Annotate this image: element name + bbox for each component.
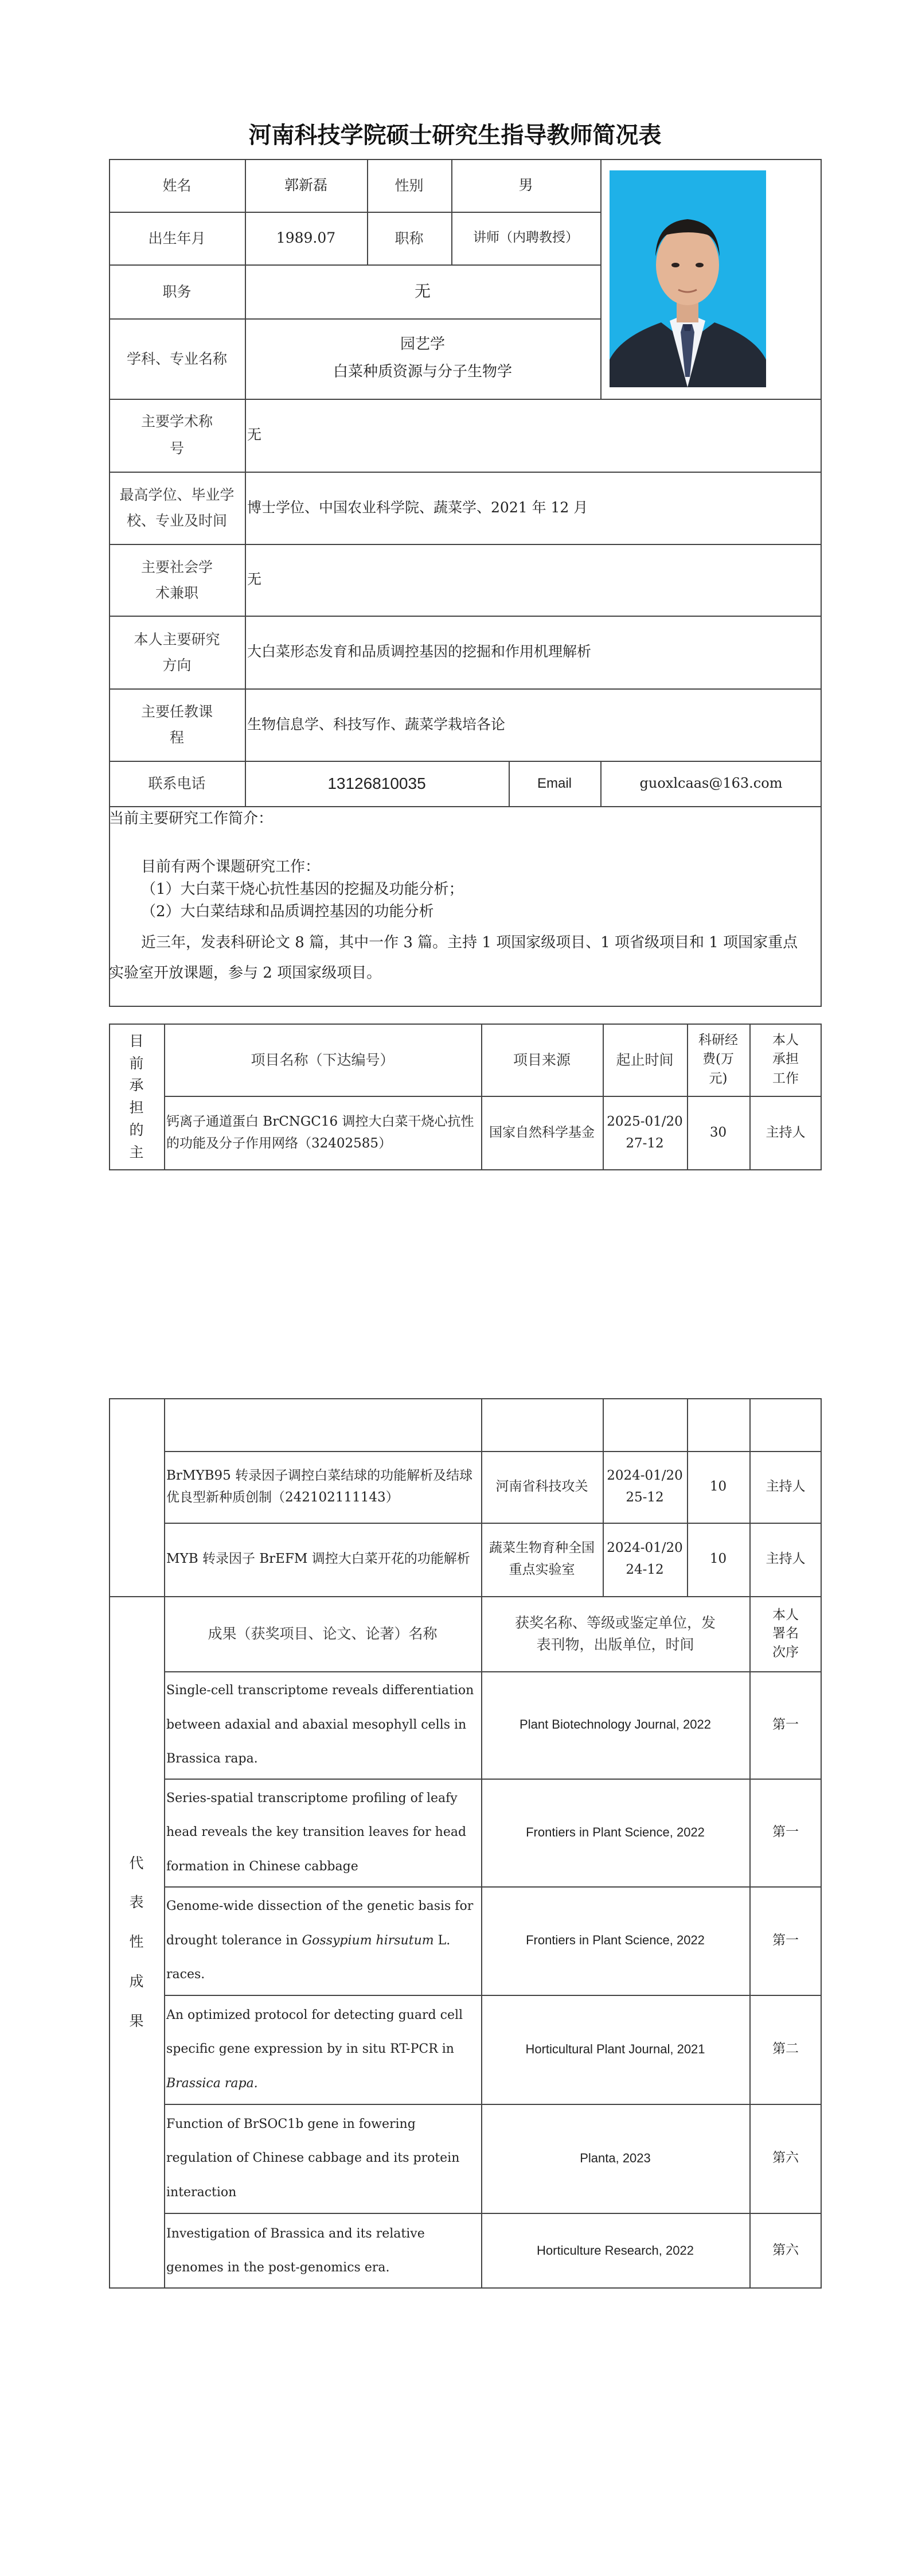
courses-label: 主要任教课 程 (140, 703, 213, 746)
academic-title-value: 无 (247, 426, 262, 443)
project-row-name: 钙离子通道蛋白 BrCNGC16 调控大白菜干烧心抗性的功能及分子作用网络（32402585） (166, 1114, 474, 1151)
discipline-value (245, 318, 600, 399)
project-header-source: 项目来源 (513, 1051, 571, 1068)
project-header-funds: 科研经费(万元) (698, 1032, 738, 1086)
achievement-rank: 第一 (772, 1717, 799, 1732)
project-row-role: 主持人 (766, 1125, 806, 1141)
achievements-side-label: 代表性成果 (129, 1854, 144, 2029)
intro-paragraph-2: 实验室开放课题，参与 2 项国家级项目。 (109, 964, 382, 982)
birth-value: 1989.07 (276, 229, 336, 246)
gender-value: 男 (518, 176, 533, 193)
project-row-source: 蔬菜生物育种全国重点实验室 (489, 1540, 595, 1577)
achievement-venue: Horticulture Research, 2022 (537, 2243, 694, 2258)
projects-side-label: 目前承担的主 (129, 1032, 144, 1161)
research-value: 大白菜形态发育和品质调控基因的挖掘和作用机理解析 (247, 643, 592, 660)
achievement-title: Genome-wide dissection of the genetic basis for drought tolerance in Gossypium hirsutum L. races. (166, 1899, 474, 1982)
phone-value: 13126810035 (327, 774, 426, 792)
project-row-role: 主持人 (766, 1478, 806, 1494)
birth-label: 出生年月 (148, 229, 206, 247)
achievement-venue: Plant Biotechnology Journal, 2022 (520, 1717, 711, 1732)
courses-value: 生物信息学、科技写作、蔬菜学栽培各论 (247, 715, 506, 733)
project-row-source: 国家自然科学基金 (489, 1125, 595, 1141)
achievement-venue: Planta, 2023 (580, 2150, 651, 2165)
achievement-title: An optimized protocol for detecting guard cell specific gene expression by in situ RT-PCR in Brassica rapa. (166, 2007, 463, 2091)
specialty-name: 白菜种质资源与分子生物学 (333, 363, 512, 380)
social-value: 无 (247, 571, 262, 588)
intro-line-3: （2）大白菜结球和品质调控基因的功能分析 (141, 903, 434, 920)
achievement-rank: 第六 (772, 2150, 799, 2166)
project-row-name: BrMYB95 转录因子调控白菜结球的功能解析及结球优良型新种质创制（242102111143） (166, 1468, 473, 1505)
academic-title-label: 主要学术称 号 (140, 413, 213, 457)
achievement-venue: Frontiers in Plant Science, 2022 (526, 1824, 705, 1839)
project-row-period: 2025-01/2027-12 (607, 1114, 683, 1151)
achievement-title: Investigation of Brassica and its relative genomes in the post-genomics era. (166, 2226, 425, 2275)
title-value: 讲师（内聘教授） (473, 230, 579, 246)
email-label: Email (537, 775, 572, 791)
achievement-title: Single-cell transcriptome reveals differentiation between adaxial and abaxial mesophyll cells in Brassica rapa. (166, 1683, 474, 1766)
achievement-header-rank: 本人署名次序 (772, 1608, 799, 1660)
discipline-label: 学科、专业名称 (126, 350, 227, 367)
intro-line-2: （1）大白菜干烧心抗性基因的挖掘及功能分析； (141, 881, 464, 898)
achievement-rank: 第六 (772, 2243, 799, 2258)
achievement-header-name: 成果（获奖项目、论文、论著）名称 (208, 1625, 438, 1642)
project-header-period: 起止时间 (616, 1051, 674, 1068)
discipline-name: 园艺学 (400, 336, 445, 353)
name-label: 姓名 (162, 177, 192, 194)
project-row-role: 主持人 (766, 1551, 806, 1567)
achievement-rank: 第一 (772, 1824, 799, 1840)
achievement-venue: Horticultural Plant Journal, 2021 (525, 2041, 705, 2056)
project-row-name: MYB 转录因子 BrEFM 调控大白菜开花的功能解析 (166, 1551, 470, 1567)
duty-value: 无 (414, 282, 431, 301)
project-header-name: 项目名称（下达编号） (251, 1051, 395, 1068)
achievement-title: Function of BrSOC1b gene in fowering regulation of Chinese cabbage and its protein interaction (166, 2116, 460, 2200)
email-value: guoxlcaas@163.com (639, 775, 783, 791)
achievement-rank: 第二 (772, 2041, 799, 2057)
intro-heading: 当前主要研究工作简介： (109, 810, 274, 827)
intro-paragraph: 近三年，发表科研论文 8 篇，其中一作 3 篇。主持 1 项国家级项目、1 项省级项目和 1 项国家重点 (141, 934, 798, 951)
project-header-role: 本人承担工作 (772, 1032, 799, 1086)
intro-line-1: 目前有两个课题研究工作： (141, 858, 321, 875)
gender-label: 性别 (395, 177, 424, 194)
research-label: 本人主要研究方向 (134, 631, 220, 674)
portrait-icon (610, 170, 766, 387)
achievement-venue: Frontiers in Plant Science, 2022 (526, 1933, 705, 1948)
degree-label: 最高学位、毕业学校、专业及时间 (119, 487, 235, 529)
project-row-funds: 10 (709, 1478, 727, 1494)
degree-value: 博士学位、中国农业科学院、蔬菜学、2021 年 12 月 (247, 499, 588, 516)
portrait-photo (610, 170, 766, 387)
project-row-source: 河南省科技攻关 (495, 1478, 588, 1494)
page-title: 河南科技学院硕士研究生指导教师简况表 (248, 122, 662, 149)
project-row-funds: 10 (709, 1551, 727, 1567)
social-label: 主要社会学术兼职 (140, 558, 213, 601)
project-row-funds: 30 (709, 1125, 727, 1141)
project-row-period: 2024-01/2024-12 (607, 1540, 683, 1577)
achievement-title: Series-spatial transcriptome profiling of leafy head reveals the key transition leaves for head formation in Chinese cabbage (166, 1791, 467, 1874)
achievement-header-source: 获奖名称、等级或鉴定单位，发表刊物，出版单位，时间 (514, 1614, 716, 1653)
phone-label: 联系电话 (148, 775, 206, 792)
title-label: 职称 (395, 229, 424, 247)
name-value: 郭新磊 (284, 176, 327, 193)
achievement-rank: 第一 (772, 1932, 799, 1948)
duty-label: 职务 (162, 283, 192, 300)
project-row-period: 2024-01/2025-12 (607, 1468, 683, 1505)
